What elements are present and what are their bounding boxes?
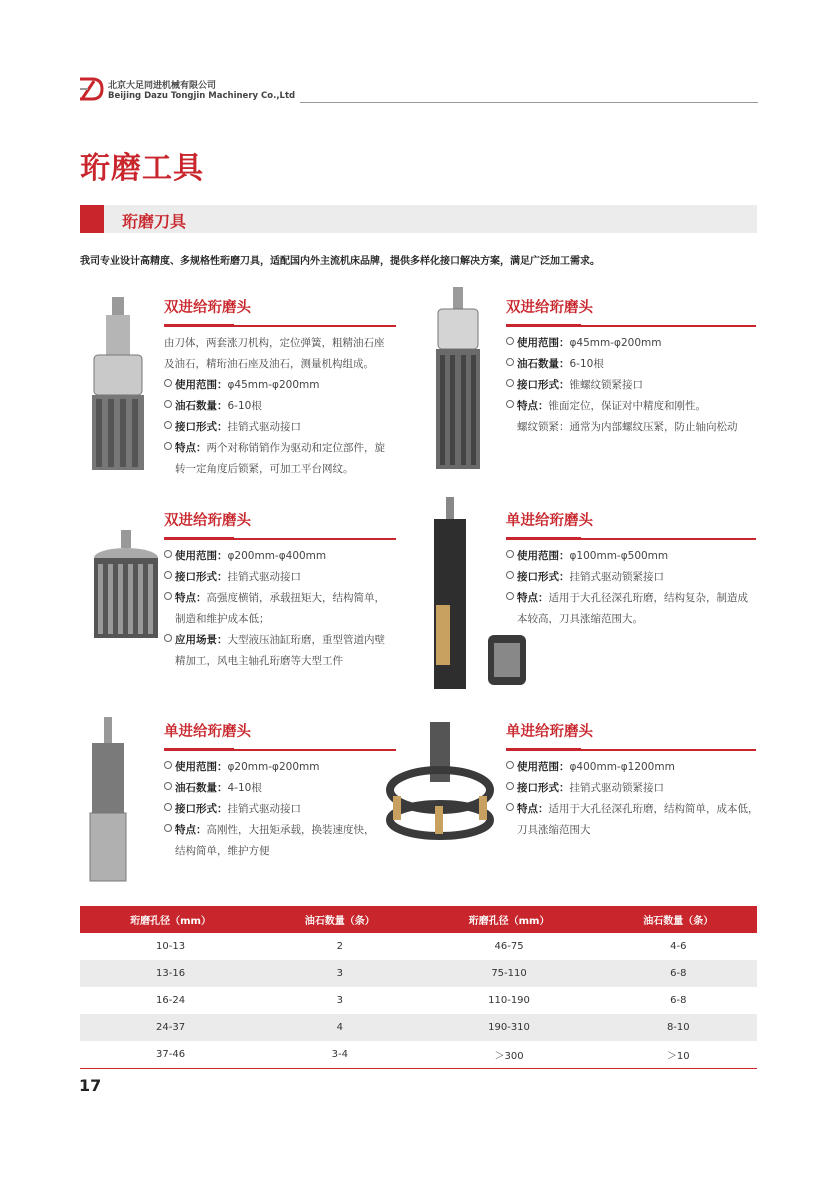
bullet-icon [164, 803, 172, 811]
bullet-icon [164, 634, 172, 642]
spec-value: 挂销式驱动锁紧接口 [569, 570, 664, 583]
product-card-3 [164, 509, 396, 672]
table-cell: 3-4 [261, 1041, 418, 1069]
spec-value: 螺纹锁紧：通常为内部螺纹压紧，防止轴向松动 [517, 420, 738, 433]
bullet-icon [164, 400, 172, 408]
bullet-icon [164, 592, 172, 600]
spec-label: 使用范围： [517, 336, 570, 349]
section-title: 珩磨刀具 [122, 212, 187, 231]
product-desc [164, 333, 396, 480]
bullet-icon [164, 421, 172, 429]
table-cell: 190-310 [418, 1014, 599, 1041]
spec-value: 挂销式驱动接口 [227, 570, 301, 583]
product-desc-line [164, 438, 396, 459]
product-title-rule [164, 325, 396, 327]
bullet-icon [164, 761, 172, 769]
table-cell: ＞300 [418, 1041, 599, 1069]
product-desc [506, 333, 756, 438]
table-cell: 75-110 [418, 960, 599, 987]
product-desc-line [506, 375, 756, 396]
table-cell: 8-10 [600, 1014, 757, 1041]
table-cell: 46-75 [494, 941, 524, 952]
table-header-cell: 珩磨孔径（mm） [418, 906, 599, 933]
spec-value: 结构简单，维护方便 [175, 844, 270, 857]
spec-value: 两个对称销销作为驱动和定位部件，旋 [206, 441, 385, 454]
spec-label: 特点： [517, 399, 549, 412]
table-cell: 24-37 [80, 1014, 261, 1041]
bullet-icon [164, 442, 172, 450]
spec-value: 精加工，风电主轴孔珩磨等大型工件 [175, 654, 343, 667]
bullet-icon [506, 550, 514, 558]
product-desc-line [506, 820, 756, 841]
spec-value: 刀具涨缩范围大 [517, 823, 591, 836]
spec-value: 挂销式驱动锁紧接口 [569, 781, 664, 794]
product-desc-line [164, 609, 396, 630]
product-title-rule [506, 325, 756, 327]
product-desc-line [164, 333, 396, 354]
product-title-rule [506, 749, 756, 751]
spec-label: 接口形式： [517, 378, 570, 391]
product-desc [164, 546, 396, 672]
table-cell: 37-46 [80, 1041, 261, 1069]
product-image-2 [428, 285, 488, 475]
spec-label: 应用场景： [175, 633, 228, 646]
spec-value: φ400mm-φ1200mm [569, 760, 675, 773]
bullet-icon [506, 379, 514, 387]
product-title: 单进给珩磨头 [164, 724, 251, 740]
bullet-icon [164, 571, 172, 579]
spec-label: 接口形式： [175, 420, 228, 433]
spec-value: 高强度横销，承载扭矩大，结构简单， [206, 591, 385, 604]
spec-label: 特点： [517, 591, 549, 604]
section-marker [80, 205, 104, 233]
product-desc-line [164, 396, 396, 417]
table-header-row [80, 906, 757, 933]
intro-text: 我司专业设计高精度、多规格性珩磨刀具，适配国内外主流机床品牌，提供多样化接口解决方案，满足广泛加工需求。 [80, 256, 600, 267]
product-image-5 [82, 715, 134, 885]
spec-value: 6-10根 [227, 399, 262, 412]
product-title: 双进给珩磨头 [506, 300, 593, 316]
spec-label: 油石数量： [517, 357, 570, 370]
table-cell: 110-190 [488, 995, 530, 1006]
bullet-icon [506, 571, 514, 579]
table-cell: 6-8 [600, 960, 757, 987]
table-cell: ＞10 [600, 1041, 757, 1069]
page-number: 17 [79, 1076, 102, 1095]
product-desc-line [164, 459, 396, 480]
product-card-1 [164, 296, 396, 480]
spec-value: 适用于大孔径深孔珩磨，结构复杂，制造成 [548, 591, 748, 604]
product-desc-line [506, 354, 756, 375]
spec-value: 本较高，刀具涨缩范围大。 [517, 612, 643, 625]
spec-label: 特点： [175, 823, 207, 836]
spec-label: 油石数量： [175, 399, 228, 412]
product-desc-line [164, 651, 396, 672]
product-image-3 [88, 528, 164, 648]
product-desc-line [506, 333, 756, 354]
spec-label: 使用范围： [175, 760, 228, 773]
table-cell: 2 [336, 941, 343, 952]
spec-label: 接口形式： [517, 570, 570, 583]
spec-label: 特点： [175, 591, 207, 604]
table-cell: 16-24 [156, 995, 186, 1006]
product-desc-line [164, 375, 396, 396]
product-desc-line [164, 567, 396, 588]
product-desc-line [164, 841, 396, 862]
product-desc-line [506, 609, 756, 630]
spec-label: 使用范围： [517, 760, 570, 773]
table-cell: 10-13 [156, 941, 186, 952]
product-card-5 [164, 720, 396, 862]
spec-value: 4-10根 [227, 781, 262, 794]
spec-label: 使用范围： [175, 549, 228, 562]
spec-value: 由刀体，两套涨刀机构，定位弹簧，粗精油石座 [164, 336, 385, 349]
spec-value: 挂销式驱动接口 [227, 420, 301, 433]
spec-label: 特点： [175, 441, 207, 454]
bullet-icon [506, 358, 514, 366]
spec-value: 及油石，精珩油石座及油石，测量机构组成。 [164, 357, 374, 370]
table-cell: 4 [261, 1014, 418, 1041]
product-desc-line [506, 588, 756, 609]
spec-label: 特点： [517, 802, 549, 815]
product-title: 双进给珩磨头 [164, 300, 251, 316]
spec-value: φ45mm-φ200mm [569, 336, 662, 349]
product-desc [506, 546, 756, 630]
header-divider [300, 102, 758, 103]
product-desc-line [164, 417, 396, 438]
product-title: 单进给珩磨头 [506, 724, 593, 740]
spec-value: 锥面定位，保证对中精度和刚性。 [548, 399, 706, 412]
spec-label: 接口形式： [175, 802, 228, 815]
product-desc [164, 757, 396, 862]
spec-label: 油石数量： [175, 781, 228, 794]
spec-table [80, 906, 757, 1069]
spec-value: φ45mm-φ200mm [227, 378, 320, 391]
spec-value: 制造和维护成本低； [175, 612, 270, 625]
bullet-icon [164, 550, 172, 558]
product-title: 双进给珩磨头 [164, 513, 251, 529]
table-cell: 6-8 [670, 995, 687, 1006]
page-title: 珩磨工具 [80, 151, 204, 186]
product-desc-line [506, 396, 756, 417]
product-desc [506, 757, 759, 841]
product-desc-line [164, 630, 396, 651]
bullet-icon [506, 337, 514, 345]
spec-value: φ20mm-φ200mm [227, 760, 320, 773]
table-row [80, 933, 757, 960]
spec-value: 6-10根 [569, 357, 604, 370]
product-desc-line [164, 354, 396, 375]
bullet-icon [506, 803, 514, 811]
table-header-cell: 珩磨孔径（mm） [80, 906, 261, 933]
table-header-cell: 油石数量（条） [600, 906, 757, 933]
product-desc-line [506, 799, 759, 820]
product-title-rule [164, 749, 396, 751]
spec-label: 使用范围： [175, 378, 228, 391]
product-desc-line [164, 546, 396, 567]
bullet-icon [506, 592, 514, 600]
company-name-cn: 北京大足同进机械有限公司 [108, 81, 217, 91]
product-desc-line [164, 820, 396, 841]
spec-label: 使用范围： [517, 549, 570, 562]
bullet-icon [506, 761, 514, 769]
product-desc-line [164, 778, 396, 799]
company-logo [78, 76, 104, 102]
spec-value: 挂销式驱动接口 [227, 802, 301, 815]
table-row [80, 1041, 757, 1069]
spec-value: 锥螺纹锁紧接口 [569, 378, 643, 391]
product-image-6 [385, 720, 495, 840]
table-row [80, 1014, 757, 1041]
spec-value: 高刚性，大扭矩承载，换装速度快， [206, 823, 375, 836]
product-desc-line [506, 778, 756, 799]
product-desc-line [506, 567, 756, 588]
product-desc-line [164, 799, 396, 820]
product-desc-line [506, 546, 756, 567]
company-name-en: Beijing Dazu Tongjin Machinery Co.,Ltd [108, 91, 296, 101]
table-cell: 3 [336, 995, 343, 1006]
spec-value: φ100mm-φ500mm [569, 549, 669, 562]
bullet-icon [164, 379, 172, 387]
spec-value: φ200mm-φ400mm [227, 549, 327, 562]
table-header-cell: 油石数量（条） [261, 906, 418, 933]
spec-value: 大型液压油缸珩磨，重型管道内壁 [227, 633, 385, 646]
table-row [80, 960, 757, 987]
product-title-rule [164, 538, 396, 540]
bullet-icon [506, 782, 514, 790]
product-desc-line [506, 417, 756, 438]
product-title: 单进给珩磨头 [506, 513, 593, 529]
table-row [80, 987, 757, 1014]
table-cell: 4-6 [670, 941, 687, 952]
bullet-icon [164, 782, 172, 790]
product-card-4 [506, 509, 756, 630]
table-cell: 13-16 [80, 960, 261, 987]
table-cell: 3 [261, 960, 418, 987]
product-desc-line [164, 588, 396, 609]
spec-label: 接口形式： [517, 781, 570, 794]
bullet-icon [506, 400, 514, 408]
product-desc-line [164, 757, 396, 778]
product-image-1 [82, 295, 154, 475]
product-card-6 [506, 720, 759, 841]
product-desc-line [506, 757, 756, 778]
spec-value: 转一定角度后锁紧，可加工平台网纹。 [175, 462, 354, 475]
spec-value: 适用于大孔径深孔珩磨，结构简单，成本低， [548, 802, 759, 815]
product-card-2 [506, 296, 756, 438]
bullet-icon [164, 824, 172, 832]
product-title-rule [506, 538, 756, 540]
spec-label: 接口形式： [175, 570, 228, 583]
